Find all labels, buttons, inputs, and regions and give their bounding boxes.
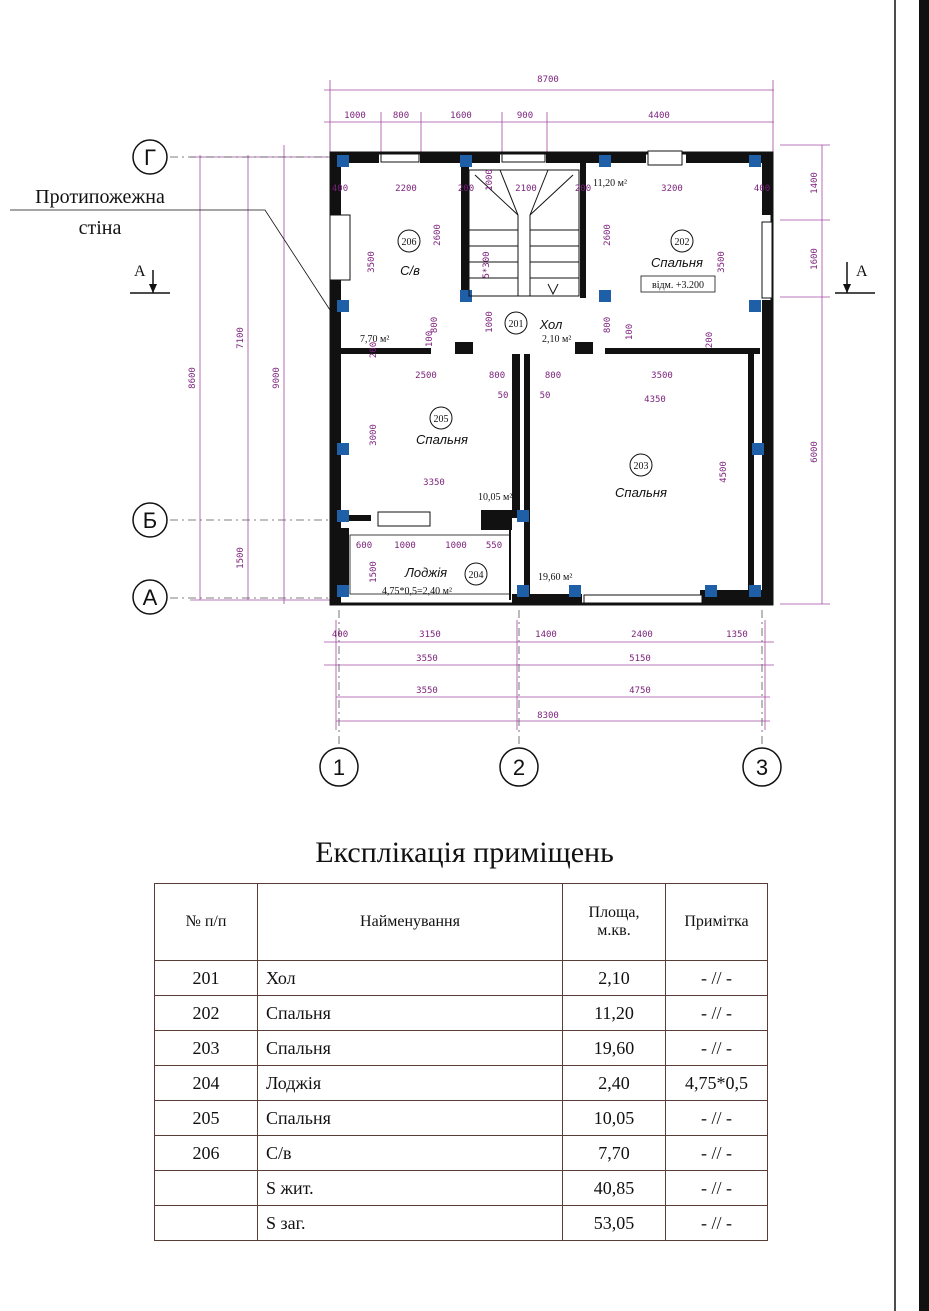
svg-text:9000: 9000 bbox=[272, 367, 282, 389]
room-206-area: 7,70 м² bbox=[360, 334, 390, 345]
room-203-num: 203 bbox=[633, 461, 649, 472]
svg-text:550: 550 bbox=[485, 541, 503, 551]
level-mark: відм. +3.200 bbox=[651, 280, 705, 291]
cell-name: С/в bbox=[258, 1136, 563, 1171]
cell-note: 4,75*0,5 bbox=[666, 1066, 768, 1101]
svg-text:1500: 1500 bbox=[236, 547, 246, 569]
room-202-name: Спальня bbox=[651, 255, 703, 270]
header-name: Найменування bbox=[258, 884, 563, 961]
svg-text:7100: 7100 bbox=[236, 327, 246, 349]
cell-name: Хол bbox=[258, 961, 563, 996]
cell-num bbox=[155, 1206, 258, 1241]
svg-text:200: 200 bbox=[369, 341, 379, 359]
svg-text:400: 400 bbox=[753, 184, 771, 194]
svg-text:200: 200 bbox=[457, 184, 475, 194]
cell-num: 203 bbox=[155, 1031, 258, 1066]
svg-text:1600: 1600 bbox=[810, 248, 820, 270]
svg-text:2200: 2200 bbox=[395, 184, 417, 194]
svg-text:800: 800 bbox=[603, 316, 613, 334]
callout-leader bbox=[10, 210, 330, 310]
svg-text:3500: 3500 bbox=[651, 371, 673, 381]
cell-area: 53,05 bbox=[563, 1206, 666, 1241]
axis-label-3: 3 bbox=[755, 755, 769, 780]
explication-table bbox=[154, 883, 768, 1241]
section-label-left: А bbox=[134, 263, 146, 280]
table-row bbox=[155, 1136, 768, 1171]
room-201-name: Хол bbox=[539, 317, 563, 332]
svg-text:800: 800 bbox=[544, 371, 562, 381]
axis-label-g: Г bbox=[144, 145, 156, 170]
cell-name: Спальня bbox=[258, 996, 563, 1031]
svg-text:3500: 3500 bbox=[367, 251, 377, 273]
table-header-row bbox=[155, 884, 768, 961]
cell-num: 205 bbox=[155, 1101, 258, 1136]
svg-text:800: 800 bbox=[392, 111, 410, 121]
cell-note: - // - bbox=[666, 1101, 768, 1136]
room-201-area: 2,10 м² bbox=[542, 334, 572, 345]
svg-text:2500: 2500 bbox=[415, 371, 437, 381]
table-row bbox=[155, 1206, 768, 1241]
cell-note: - // - bbox=[666, 1031, 768, 1066]
svg-text:3500: 3500 bbox=[717, 251, 727, 273]
svg-text:3550: 3550 bbox=[416, 686, 438, 696]
cell-name: Лоджія bbox=[258, 1066, 563, 1101]
room-205-num: 205 bbox=[433, 414, 449, 425]
room-206-name: С/в bbox=[400, 263, 420, 278]
svg-text:200: 200 bbox=[574, 184, 592, 194]
svg-text:600: 600 bbox=[355, 541, 373, 551]
cell-num: 206 bbox=[155, 1136, 258, 1171]
cell-area: 40,85 bbox=[563, 1171, 666, 1206]
svg-text:5150: 5150 bbox=[629, 654, 651, 664]
room-201-num: 201 bbox=[508, 319, 524, 330]
cell-area: 10,05 bbox=[563, 1101, 666, 1136]
cell-name: S заг. bbox=[258, 1206, 563, 1241]
room-205-name: Спальня bbox=[416, 432, 468, 447]
header-note: Примітка bbox=[666, 884, 768, 961]
cell-num bbox=[155, 1171, 258, 1206]
room-204-area: 4,75*0,5=2,40 м² bbox=[382, 586, 452, 597]
callout-line-2: стіна bbox=[78, 217, 122, 239]
svg-text:1400: 1400 bbox=[535, 630, 557, 640]
cell-area: 2,10 bbox=[563, 961, 666, 996]
axis-label-2: 2 bbox=[512, 755, 526, 780]
axis-label-b: Б bbox=[142, 508, 158, 533]
svg-text:1350: 1350 bbox=[726, 630, 748, 640]
table-row bbox=[155, 1101, 768, 1136]
page-border bbox=[893, 0, 929, 1311]
svg-text:1000: 1000 bbox=[445, 541, 467, 551]
svg-text:100: 100 bbox=[625, 323, 635, 341]
cell-note: - // - bbox=[666, 1171, 768, 1206]
cell-area: 19,60 bbox=[563, 1031, 666, 1066]
svg-text:200: 200 bbox=[705, 331, 715, 349]
cell-note: - // - bbox=[666, 1206, 768, 1241]
header-num: № п/п bbox=[155, 884, 258, 961]
svg-text:400: 400 bbox=[331, 630, 349, 640]
svg-text:100: 100 bbox=[425, 330, 435, 348]
axis-label-a: А bbox=[142, 585, 158, 610]
axis-label-1: 1 bbox=[332, 755, 346, 780]
table-row bbox=[155, 1031, 768, 1066]
svg-text:2100: 2100 bbox=[515, 184, 537, 194]
table-row bbox=[155, 996, 768, 1031]
svg-text:8700: 8700 bbox=[537, 75, 559, 85]
room-206-num: 206 bbox=[401, 237, 417, 248]
stairs-size: 5*300 bbox=[482, 251, 492, 279]
svg-text:3550: 3550 bbox=[416, 654, 438, 664]
room-204-num: 204 bbox=[468, 570, 484, 581]
callout-line-1: Протипожежна bbox=[35, 186, 165, 208]
svg-text:3150: 3150 bbox=[419, 630, 441, 640]
svg-text:6000: 6000 bbox=[810, 441, 820, 463]
svg-text:400: 400 bbox=[331, 184, 349, 194]
cell-name: Спальня bbox=[258, 1031, 563, 1066]
cell-num: 202 bbox=[155, 996, 258, 1031]
svg-text:8300: 8300 bbox=[537, 711, 559, 721]
cell-num: 201 bbox=[155, 961, 258, 996]
svg-text:1000: 1000 bbox=[344, 111, 366, 121]
svg-text:50: 50 bbox=[497, 391, 509, 401]
svg-text:1400: 1400 bbox=[810, 172, 820, 194]
svg-text:1000: 1000 bbox=[485, 311, 495, 333]
table-title: Експлікація приміщень bbox=[315, 836, 614, 869]
cell-note: - // - bbox=[666, 961, 768, 996]
room-203-area: 19,60 м² bbox=[538, 572, 573, 583]
room-203-name: Спальня bbox=[615, 485, 667, 500]
svg-text:4400: 4400 bbox=[648, 111, 670, 121]
svg-text:1600: 1600 bbox=[450, 111, 472, 121]
svg-text:3200: 3200 bbox=[661, 184, 683, 194]
bottom-dimensions bbox=[332, 630, 748, 721]
svg-text:900: 900 bbox=[516, 111, 534, 121]
svg-text:1000: 1000 bbox=[394, 541, 416, 551]
cell-note: - // - bbox=[666, 1136, 768, 1171]
room-204-name: Лоджія bbox=[404, 565, 448, 580]
cell-name: Спальня bbox=[258, 1101, 563, 1136]
svg-text:50: 50 bbox=[539, 391, 551, 401]
cell-area: 2,40 bbox=[563, 1066, 666, 1101]
svg-text:1000: 1000 bbox=[485, 169, 495, 191]
svg-text:3350: 3350 bbox=[423, 478, 445, 488]
svg-text:2600: 2600 bbox=[433, 224, 443, 246]
room-202-num: 202 bbox=[674, 237, 690, 248]
cell-num: 204 bbox=[155, 1066, 258, 1101]
svg-text:800: 800 bbox=[430, 316, 440, 334]
section-label-right: А bbox=[856, 263, 868, 280]
svg-text:8600: 8600 bbox=[188, 367, 198, 389]
cell-name: S жит. bbox=[258, 1171, 563, 1206]
table-row bbox=[155, 1066, 768, 1101]
svg-text:4500: 4500 bbox=[719, 461, 729, 483]
cell-area: 11,20 bbox=[563, 996, 666, 1031]
cell-area: 7,70 bbox=[563, 1136, 666, 1171]
cell-note: - // - bbox=[666, 996, 768, 1031]
svg-text:2600: 2600 bbox=[603, 224, 613, 246]
table-row bbox=[155, 961, 768, 996]
svg-text:4350: 4350 bbox=[644, 395, 666, 405]
room-202-area: 11,20 м² bbox=[593, 178, 627, 189]
svg-text:3000: 3000 bbox=[369, 424, 379, 446]
svg-text:4750: 4750 bbox=[629, 686, 651, 696]
svg-text:1500: 1500 bbox=[369, 561, 379, 583]
room-205-area: 10,05 м² bbox=[478, 492, 513, 503]
svg-text:2400: 2400 bbox=[631, 630, 653, 640]
table-row bbox=[155, 1171, 768, 1206]
svg-text:800: 800 bbox=[488, 371, 506, 381]
header-area: Площа, м.кв. bbox=[563, 884, 666, 961]
